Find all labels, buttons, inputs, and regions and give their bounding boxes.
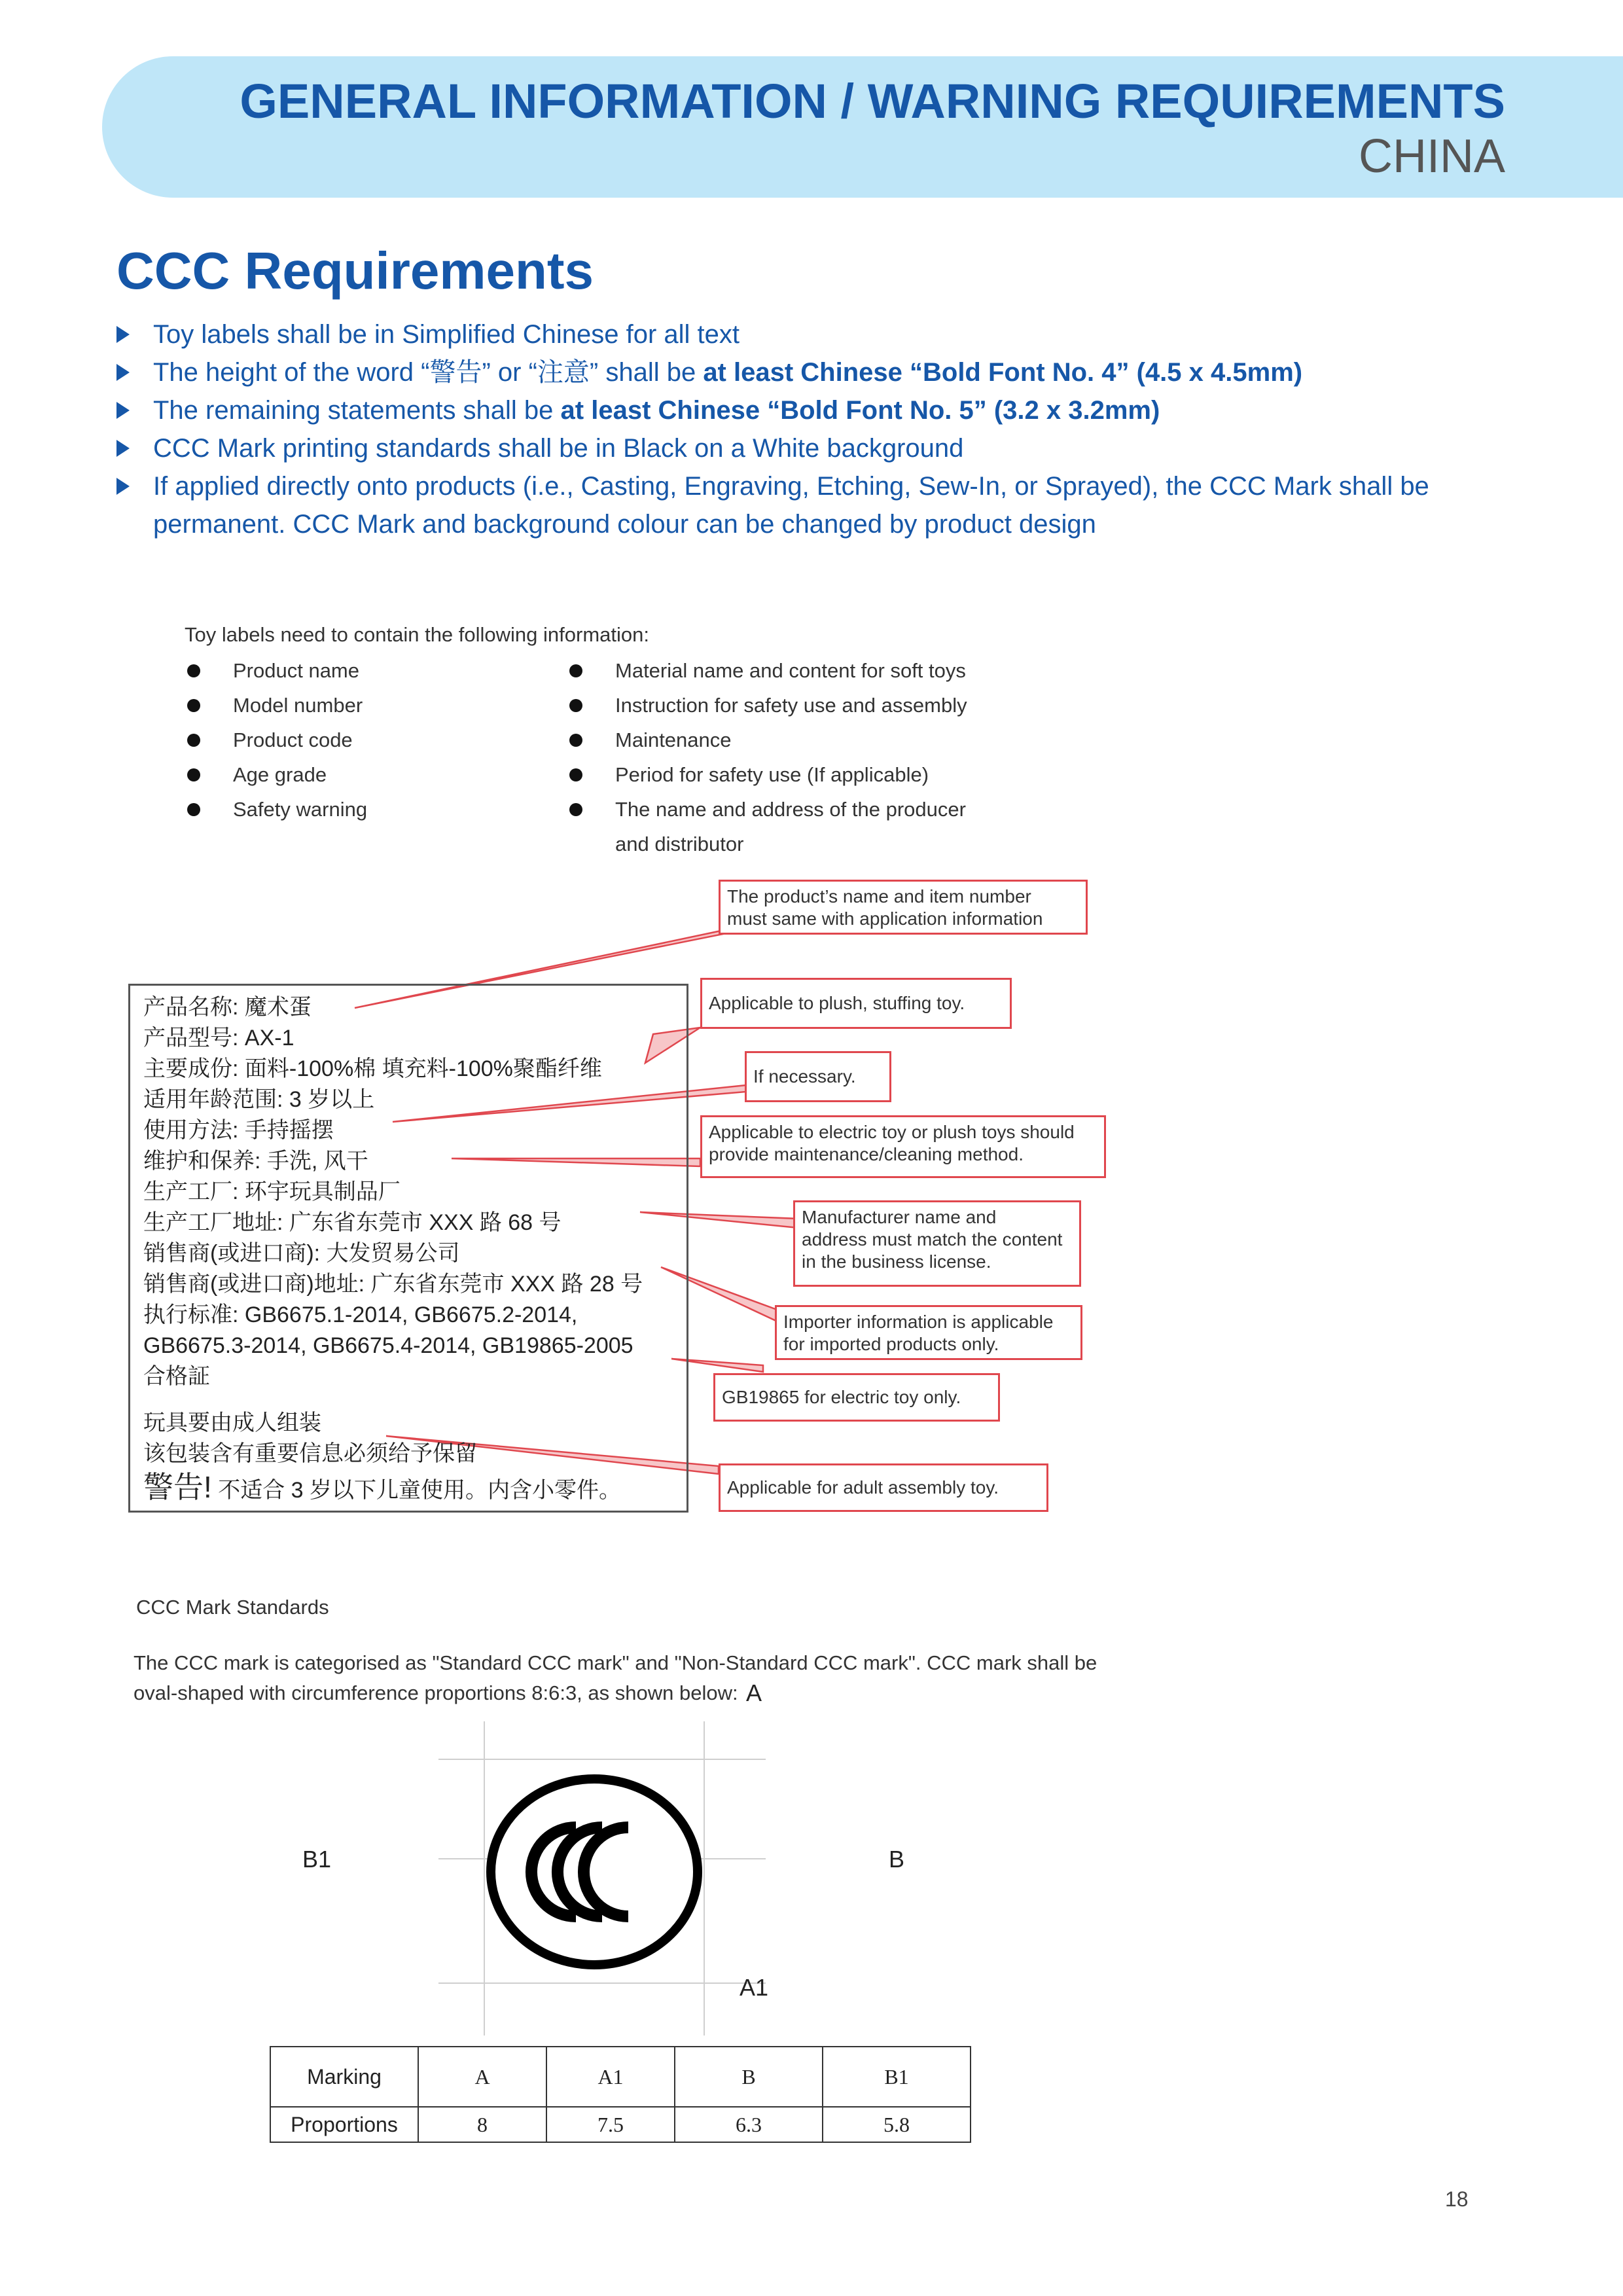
bullet-arrow-icon xyxy=(116,364,130,381)
label-line: GB6675.3-2014, GB6675.4-2014, GB19865-2005 xyxy=(143,1333,633,1358)
list-item: The name and address of the producer and distributor xyxy=(569,792,967,861)
label-line: 生产工厂地址: 广东省东莞市 XXX 路 68 号 xyxy=(143,1210,562,1235)
bullet-arrow-icon xyxy=(116,478,130,495)
warning-word: 警告! xyxy=(143,1470,212,1504)
dim-label-a1: A1 xyxy=(740,1974,769,2001)
dim-label-b1: B1 xyxy=(302,1846,332,1873)
label-line: 销售商(或进口商): 大发贸易公司 xyxy=(143,1241,460,1266)
label-line: 产品型号: AX-1 xyxy=(143,1026,294,1050)
ccc-standards-description: The CCC mark is categorised as "Standard CCC mark" and "Non-Standard CCC mark". CCC mark shall be oval-shaped with circumference proportions 8:6:3, as shown below: xyxy=(134,1651,1097,1704)
page-number: 18 xyxy=(1445,2187,1469,2211)
list-item: Product name xyxy=(187,653,367,688)
list-item: Period for safety use (If applicable) xyxy=(569,757,967,792)
table-cell: Proportions xyxy=(270,2107,418,2142)
label-line: 合格証 xyxy=(143,1364,210,1389)
sample-label-lines xyxy=(143,992,643,1469)
requirement-item: Toy labels shall be in Simplified Chinese for all text xyxy=(115,315,1516,353)
table-cell: 8 xyxy=(418,2107,546,2142)
table-header-cell: A xyxy=(418,2047,546,2107)
label-line: 适用年龄范围: 3 岁以上 xyxy=(143,1087,375,1112)
label-line: 主要成份: 面料-100%棉 填充料-100%聚酯纤维 xyxy=(143,1056,602,1081)
callout-gb19865: GB19865 for electric toy only. xyxy=(713,1373,1000,1422)
list-item: Maintenance xyxy=(569,723,967,757)
callout-adult-assembly: Applicable for adult assembly toy. xyxy=(719,1463,1048,1512)
label-line: 执行标准: GB6675.1-2014, GB6675.2-2014, xyxy=(143,1302,578,1327)
label-line: 玩具要由成人组装 xyxy=(143,1410,321,1435)
requirement-item: The remaining statements shall be at least Chinese “Bold Font No. 5” (3.2 x 3.2mm) xyxy=(115,391,1516,429)
bullet-arrow-icon xyxy=(116,440,130,457)
label-info-intro: Toy labels need to contain the following information: xyxy=(185,623,649,646)
list-item: Material name and content for soft toys xyxy=(569,653,967,688)
requirement-item: The height of the word “警告” or “注意” shall be at least Chinese “Bold Font No. 4” (4.5 x 4.5mm) xyxy=(115,353,1516,391)
sample-label xyxy=(128,984,688,1513)
label-line: 产品名称: 魔术蛋 xyxy=(143,995,312,1020)
label-line: 销售商(或进口商)地址: 广东省东莞市 XXX 路 28 号 xyxy=(143,1272,643,1297)
table-header-cell: Marking xyxy=(270,2047,418,2107)
label-line: 该包装含有重要信息必须给予保留 xyxy=(143,1441,477,1466)
table-row xyxy=(270,2107,971,2142)
section-title: CCC Requirements xyxy=(116,242,594,300)
ccc-mark-graphic xyxy=(438,1721,769,2036)
ccc-standards-title: CCC Mark Standards xyxy=(136,1596,329,1619)
dim-label-a: A xyxy=(746,1679,762,1706)
warning-line xyxy=(143,1463,621,1507)
list-item: Model number xyxy=(187,688,367,723)
callout-maintenance: Applicable to electric toy or plush toys should provide maintenance/cleaning method. xyxy=(700,1115,1106,1178)
callout-plush: Applicable to plush, stuffing toy. xyxy=(700,978,1012,1029)
list-item: Product code xyxy=(187,723,367,757)
list-item: Safety warning xyxy=(187,792,367,827)
dim-label-b: B xyxy=(889,1846,905,1873)
list-item: Instruction for safety use and assembly xyxy=(569,688,967,723)
table-header-cell: B1 xyxy=(823,2047,971,2107)
table-header-cell: A1 xyxy=(546,2047,675,2107)
table-cell: 7.5 xyxy=(546,2107,675,2142)
table-header-cell: B xyxy=(675,2047,823,2107)
table-cell: 6.3 xyxy=(675,2107,823,2142)
label-line: 维护和保养: 手洗, 风干 xyxy=(143,1149,368,1174)
proportions-table xyxy=(270,2046,971,2143)
callout-manufacturer: Manufacturer name and address must match the content in the business license. xyxy=(793,1200,1081,1287)
page-title: GENERAL INFORMATION / WARNING REQUIREMENTS xyxy=(240,74,1505,128)
page-subtitle: CHINA xyxy=(1358,130,1505,183)
warning-text: 不适合 3 岁以下儿童使用。内含小零件。 xyxy=(211,1478,622,1503)
bullet-arrow-icon xyxy=(116,326,130,343)
callout-importer: Importer information is applicable for imported products only. xyxy=(775,1305,1082,1360)
requirement-item: If applied directly onto products (i.e., Casting, Engraving, Etching, Sew-In, or Sprayed), the CCC Mark shall be permanent. CCC Mark and background colour can be changed by product design xyxy=(115,467,1516,543)
table-row xyxy=(270,2047,971,2107)
table-cell: 5.8 xyxy=(823,2107,971,2142)
callout-product-name: The product’s name and item number must same with application information xyxy=(719,880,1088,935)
list-item: Age grade xyxy=(187,757,367,792)
label-line: 使用方法: 手持摇摆 xyxy=(143,1118,334,1143)
header-banner xyxy=(102,56,1623,198)
callout-if-necessary: If necessary. xyxy=(745,1051,891,1102)
requirement-item: CCC Mark printing standards shall be in Black on a White background xyxy=(115,429,1516,467)
label-line: 生产工厂: 环宇玩具制品厂 xyxy=(143,1179,401,1204)
bullet-arrow-icon xyxy=(116,402,130,419)
ccc-mark-text: CCC xyxy=(592,1875,596,1876)
requirements-list xyxy=(115,315,1516,543)
